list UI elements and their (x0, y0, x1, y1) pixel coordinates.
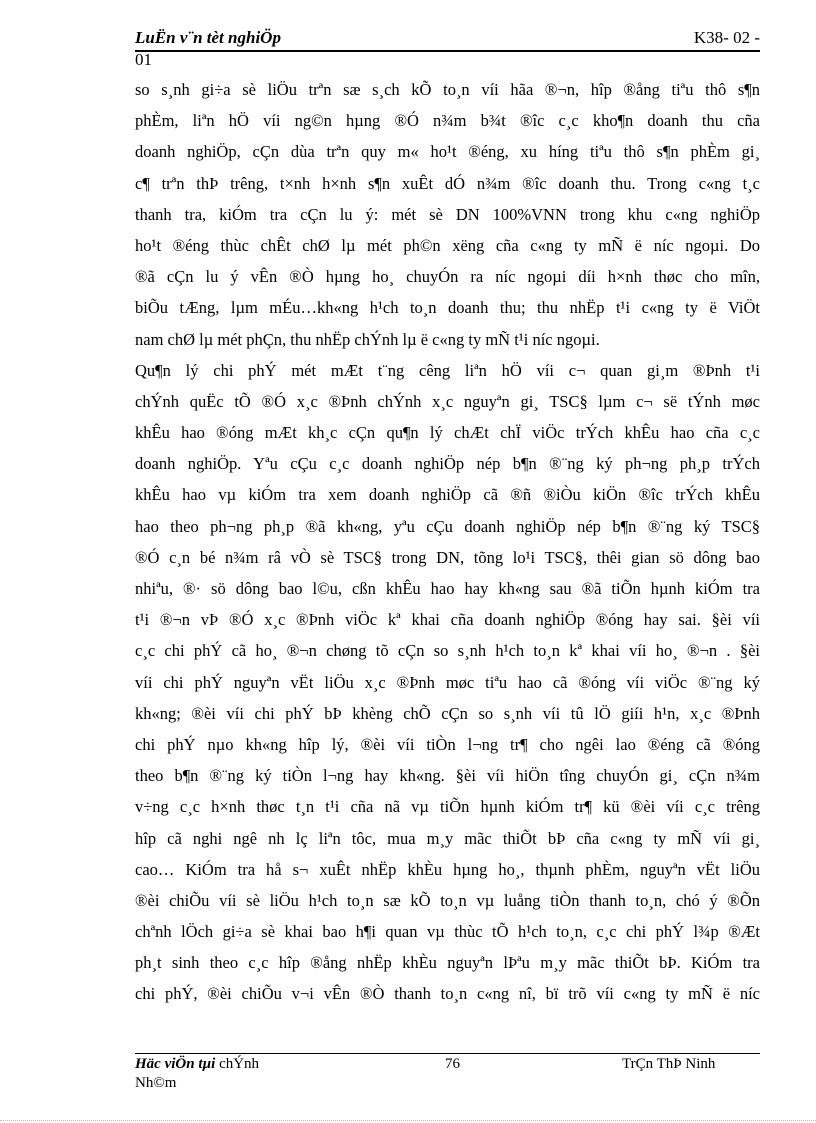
text-line: ®èi chiÕu víi sè liÖu h¹ch to¸n sæ kÕ to¸n vµ luång tiÒn thanh to¸n, chó ý ®Õn (135, 890, 760, 910)
text-line: khÊu hao ®óng mÆt kh¸c cÇn qu¶n lý chÆt chÏ viÖc trÝch khÊu hao cña c¸c (135, 423, 760, 443)
text-line: ph¸t sinh theo c¸c hîp ®ång nhËp khÈu nguyªn lÞªu m¸y mãc thiÕt bÞ. KiÓm tra (135, 953, 760, 973)
text-line: chªnh lÖch gi÷a sè khai bao h¶i quan vµ thùc tÕ h¹ch to¸n, c¸c chi phÝ l¾p ®Æt (135, 922, 760, 942)
text-line: nhiªu, ®· sö dông bao l©u, cßn khÊu hao hay kh«ng sau ®ã tiÕn hµnh kiÓm tra (135, 579, 760, 598)
text-line: theo b¶n ®¨ng ký tiÒn l¬ng hay kh«ng. §èi víi hiÖn tîng chuyÓn gi¸ cÇn n¾m (135, 766, 760, 786)
text-line: nam chØ lµ mét phÇn, thu nhËp chÝnh lµ ë c«ng ty mÑ t¹i níc ngoµi. (135, 329, 600, 349)
text-line: ®Ó c¸n bé n¾m râ vÒ sè TSC§ trong DN, tõng lo¹i TSC§, thêi gian sö dông bao (135, 547, 760, 567)
text-line: hao theo ph¬ng ph¸p ®ã kh«ng, yªu cÇu doanh nghiÖp nép b¶n ®¨ng ký TSC§ (135, 516, 760, 536)
text-line: víi chi phÝ nguyªn vËt liÖu x¸c ®Þnh møc tiªu hao cã ®óng víi viÖc ®¨ng ký (135, 672, 760, 692)
header-rule (135, 50, 760, 52)
text-line: ®ã cÇn lu ý vÊn ®Ò hµng ho¸ chuyÓn ra níc ngoµi díi h×nh thøc cho mîn, (135, 267, 760, 287)
text-line: chi phÝ, ®èi chiÕu v¬i vÊn ®Ò thanh to¸n c«ng nî, bï trõ víi c«ng ty mÑ ë níc (135, 984, 760, 1004)
footer-author: TrÇn ThÞ Ninh (622, 1056, 716, 1072)
page-number: 76 (445, 1056, 460, 1072)
header-code-continued: 01 (135, 50, 152, 69)
footer-org-italic: Häc viÖn tµi (135, 1056, 216, 1072)
text-line: so s¸nh gi÷a sè liÖu trªn sæ s¸ch kÕ to¸n víi hãa ®¬n, hîp ®ång tiªu thô s¶n (135, 80, 760, 99)
text-line: khÊu hao vµ kiÓm tra xem doanh nghiÖp cã ®ñ ®iÒu kiÖn ®îc trÝch khÊu (135, 485, 760, 505)
header-title: LuËn v¨n tèt nghiÖp (135, 28, 281, 47)
text-line: ho¹t ®éng thùc chÊt chØ lµ mét ph©n xëng cña c«ng ty mÑ ë níc ngoµi. Do (135, 235, 760, 255)
text-line: phÈm, liªn hÖ víi ng©n hµng ®Ó n¾m b¾t ®îc c¸c kho¶n doanh thu cña (135, 111, 760, 131)
body-text (135, 74, 760, 1010)
header-code: K38- 02 - (693, 28, 760, 47)
text-line: v÷ng c¸c h×nh thøc t¸n t¹i cña nã vµ tiÕn hµnh kiÓm tr¶ kü ®èi víi c¸c trêng (135, 797, 760, 817)
text-line: chi phÝ nµo kh«ng hîp lý, ®èi víi tiÒn l¬ng tr¶ cho ngêi lao ®éng cã ®óng (135, 734, 760, 754)
text-line: cao… KiÓm tra hå s¬ xuÊt nhËp khÈu hµng ho¸, thµnh phÈm, nguyªn vËt liÖu (135, 859, 760, 879)
footer-organization-line2: Nh©m (135, 1075, 177, 1091)
text-line: chÝnh quËc tÕ ®Ó x¸c ®Þnh chÝnh x¸c nguyªn gi¸ TSC§ lµm c¬ së tÝnh møc (135, 391, 760, 411)
text-line: t¹i ®¬n vÞ ®Ó x¸c ®Þnh viÖc kª khai cña doanh nghiÖp ®óng hay sai. §èi víi (135, 610, 760, 630)
text-line: biÕu tÆng, lµm mÉu…kh«ng h¹ch to¸n doanh thu; thu nhËp t¹i c«ng ty ë ViÖt (135, 298, 760, 318)
text-line: hîp cã nghi ngê nh lç liªn tôc, mua m¸y mãc thiÕt bÞ cña c«ng ty mÑ víi gi¸ (135, 828, 760, 848)
text-line: kh«ng; ®èi víi chi phÝ bÞ khèng chÕ cÇn so s¸nh víi tû lÖ giíi h¹n, x¸c ®Þnh (135, 703, 760, 723)
text-line: c¶ trªn thÞ trêng, t×nh h×nh s¶n xuÊt dÓ n¾m ®îc doanh thu. Trong c«ng t¸c (135, 173, 760, 193)
page-header (135, 28, 760, 50)
text-line: doanh nghiÖp. Yªu cÇu c¸c doanh nghiÖp nép b¶n ®¨ng ký ph¬ng ph¸p trÝch (135, 454, 760, 474)
page-edge-dotted (0, 1120, 816, 1121)
text-line: doanh nghiÖp, cÇn dùa trªn quy m« ho¹t ®éng, xu híng tiªu thô s¶n phÈm gi¸ (135, 142, 760, 162)
footer-rule (135, 1053, 760, 1054)
text-line: Qu¶n lý chi phÝ mét mÆt t¨ng cêng liªn hÖ víi c¬ quan gi¸m ®Þnh t¹i (135, 360, 760, 380)
footer-org-rest: chÝnh (215, 1056, 260, 1072)
text-line: thanh tra, kiÓm tra cÇn lu ý: mét sè DN 100%VNN trong khu c«ng nghiÖp (135, 204, 760, 224)
footer-organization (135, 1056, 259, 1073)
text-line: c¸c chi phÝ cã ho¸ ®¬n chøng tõ cÇn so s¸nh h¹ch to¸n kª khai víi ho¸ ®¬n . §èi (135, 641, 760, 661)
